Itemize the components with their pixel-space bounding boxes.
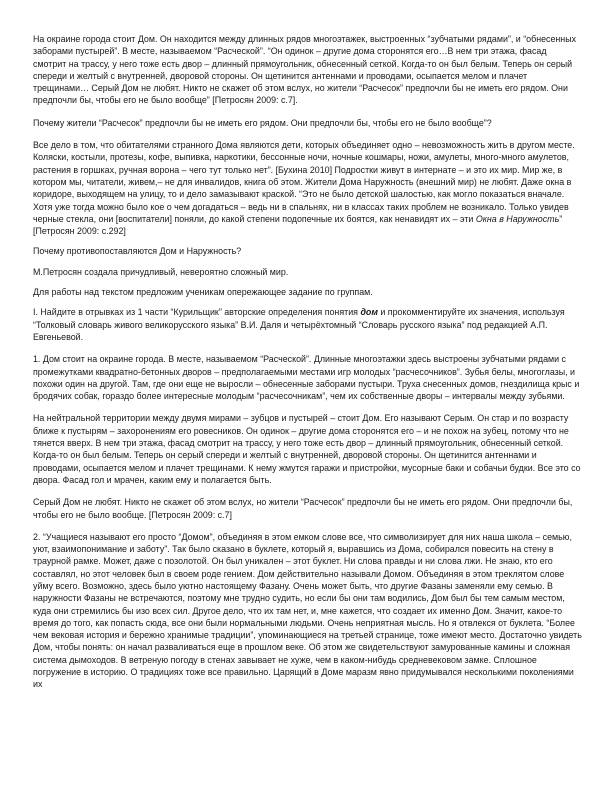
paragraph-excerpt-1: 1. Дом стоит на окраине города. В месте, называемом “Расческой”. Длинные многоэтажки здесь выстроены зубчатыми рядами с промежутками квадратно-бетонных дворов – предполагаемыми местами игр молодых “расчесочников”. Зубья белы, многоглазы, и похожи один на другой. Там, где они еще не выросли – обнесенные заборами пустыри. Труха снесенных домов, гнездилища крыс и бродячих собак, гораздо более интересные молодым “расчесочникам”, чем их собственные дворы – интервалы между зубьями. [33, 354, 580, 402]
paragraph-excerpt-1-end: Серый Дом не любят. Никто не скажет об этом вслух, но жители “Расчесок” предпочли бы не иметь его рядом. Они предпочли бы, чтобы его не было вообще. [Петросян 2009: с.7] [33, 497, 573, 520]
italic-windows: Окна в Наружность [475, 213, 560, 224]
paragraph-task-intro: Для работы над текстом предложим ученикам опережающее задание по группам. [33, 287, 373, 298]
task-text-a: I. Найдите в отрывках из 1 части “Курильщик” авторские определения понятия [33, 307, 361, 318]
paragraph-intro-quote: На окраине города стоит Дом. Он находится между длинных рядов многоэтажек, выстроенных “зубчатыми рядами”, и “обнесенных заборами пустырей”. В месте, называемом “Расческой”. “Он одинок – другие дома сторонятся его…В нем три этажа, фасад смотрит на трассу, у него тоже есть двор – длинный прямоугольник, обнесенный сеткой. Когда-то он был белым. Теперь он серый спереди и желтый с внутренней, дворовой стороны. Он щетинится антеннами и проводами, осыпается мелом и плачет трещинами… Серый Дом не любят. Никто не скажет об этом вслух, но жители “Расчесок” предпочли бы не иметь его рядом. Они предпочли бы, чтобы его не было вообще” [Петросян 2009: с.7]. [33, 34, 577, 106]
paragraph-task-1 [33, 306, 582, 343]
bold-term-dom: дом [360, 307, 378, 318]
paragraph-question-2: Почему противопоставляются Дом и Наружность? [33, 246, 242, 257]
explanation-citation: ” [Петросян 2009: с.292] [33, 213, 563, 237]
explanation-text: Все дело в том, что обитателями странного Дома являются дети, которых объединяет одно – невозможность жить в другом месте. Коляски, костыли, протезы, кофе, выпивка, наркотики, бессонные ночи, ночные кошмары, ножи, амулеты, много-много амулетов, растения в горшках, ручная ворона – чего тут только нет”. [Бухина 2010] Подростки живут в интернате – и это их мир. Мир же, в котором мы, читатели, живем,– не для инвалидов, книга об этом. Жители Дома Наружность (внешний мир) не любят. Даже окна в коридоре, выходящем на улицу, то и дело замазывают краской. “Это не было детской шалостью, как могло показаться вначале. Хотя уже тогда можно было кое о чем догадаться – ведь ни в спальнях, ни в классах таких проблем не возникало. Только увидев черные стекла, они [воспитатели] поняли, до какой степени подопечные их боятся, как ненавидят их – эти [33, 140, 575, 224]
paragraph-excerpt-2: 2. “Учащиеся называют его просто “Домом”, объединяя в этом емком слове все, что символизирует для них наша школа – семью, уют, взаимопонимание и заботу”. Так было сказано в буклете, который я, выравшись из Дома, собирался повесить на стену в траурной рамке. Может, даже с позолотой. Он был уникален – этот буклет. Ни слова правды и ни слова лжи. Не знаю, кто его составлял, но этот человек был в своем роде гением. Дом действительно называли Домом. Объединяя в этом треклятом слове уйму всего. Возможно, здесь было уютно настоящему Фазану. Очень может быть, что другие Фазаны заменяли ему семью. В наружности Фазаны не встречаются, поэтому мне трудно судить, но если бы они там водились, Дом был бы тем самым местом, куда они стремились бы изо всех сил. Другое дело, что их там нет, и, мне кажется, что создает их именно Дом. Значит, какое-то время до того, как попасть сюда, все они были нормальными людьми. Очень неприятная мысль. Но я отвлекся от буклета. “Более чем вековая история и бережно хранимые традиции”, упоминающиеся на третьей странице, тоже имеют место. Достаточно увидеть Дом, чтобы понять: он начал разваливаться еще в прошлом веке. Об этом же свидетельствуют замурованные камины и сложная система дымоходов. В ветреную погоду в стенах завывает не хуже, чем в каком-нибудь средневековом замке. Сплошное погружение в историю. О традициях тоже все правильно. Царящий в Доме маразм явно придумывался несколькими поколениями их [33, 531, 582, 690]
paragraph-explanation [33, 139, 582, 237]
paragraph-statement: М.Петросян создала причудливый, невероятно сложный мир. [33, 266, 289, 277]
task-text-b: и прокомментируйте их значения, используя “Толковый словарь живого великорусского языка” В.И. Даля и четырёхтомный “Словарь русского языка” под редакцией А.П. Евгеньевой. [33, 307, 565, 342]
paragraph-question-1: Почему жители “Расчесок” предпочли бы не иметь его рядом. Они предпочли бы, чтобы его не было вообще”? [33, 117, 492, 128]
paragraph-excerpt-1-cont: На нейтральной территории между двумя мирами – зубцов и пустырей – стоит Дом. Его называют Серым. Он стар и по возрасту ближе к пустырям – захоронениям его ровесников. Он одинок – другие дома сторонятся его – и не похож на зубец, потому что не тянется вверх. В нем три этажа, фасад смотрит на трассу, у него тоже есть двор – длинный прямоугольник, обнесенный сеткой. Когда-то он был белым. Теперь он серый спереди и желтый с внутренней, дворовой стороны. Он щетинится антеннами и проводами, осыпается мелом и плачет трещинами. К нему жмутся гаражи и пристройки, мусорные баки и собачьи будки. Все это со двора. Фасад гол и мрачен, каким ему и полагается быть. [33, 413, 581, 485]
